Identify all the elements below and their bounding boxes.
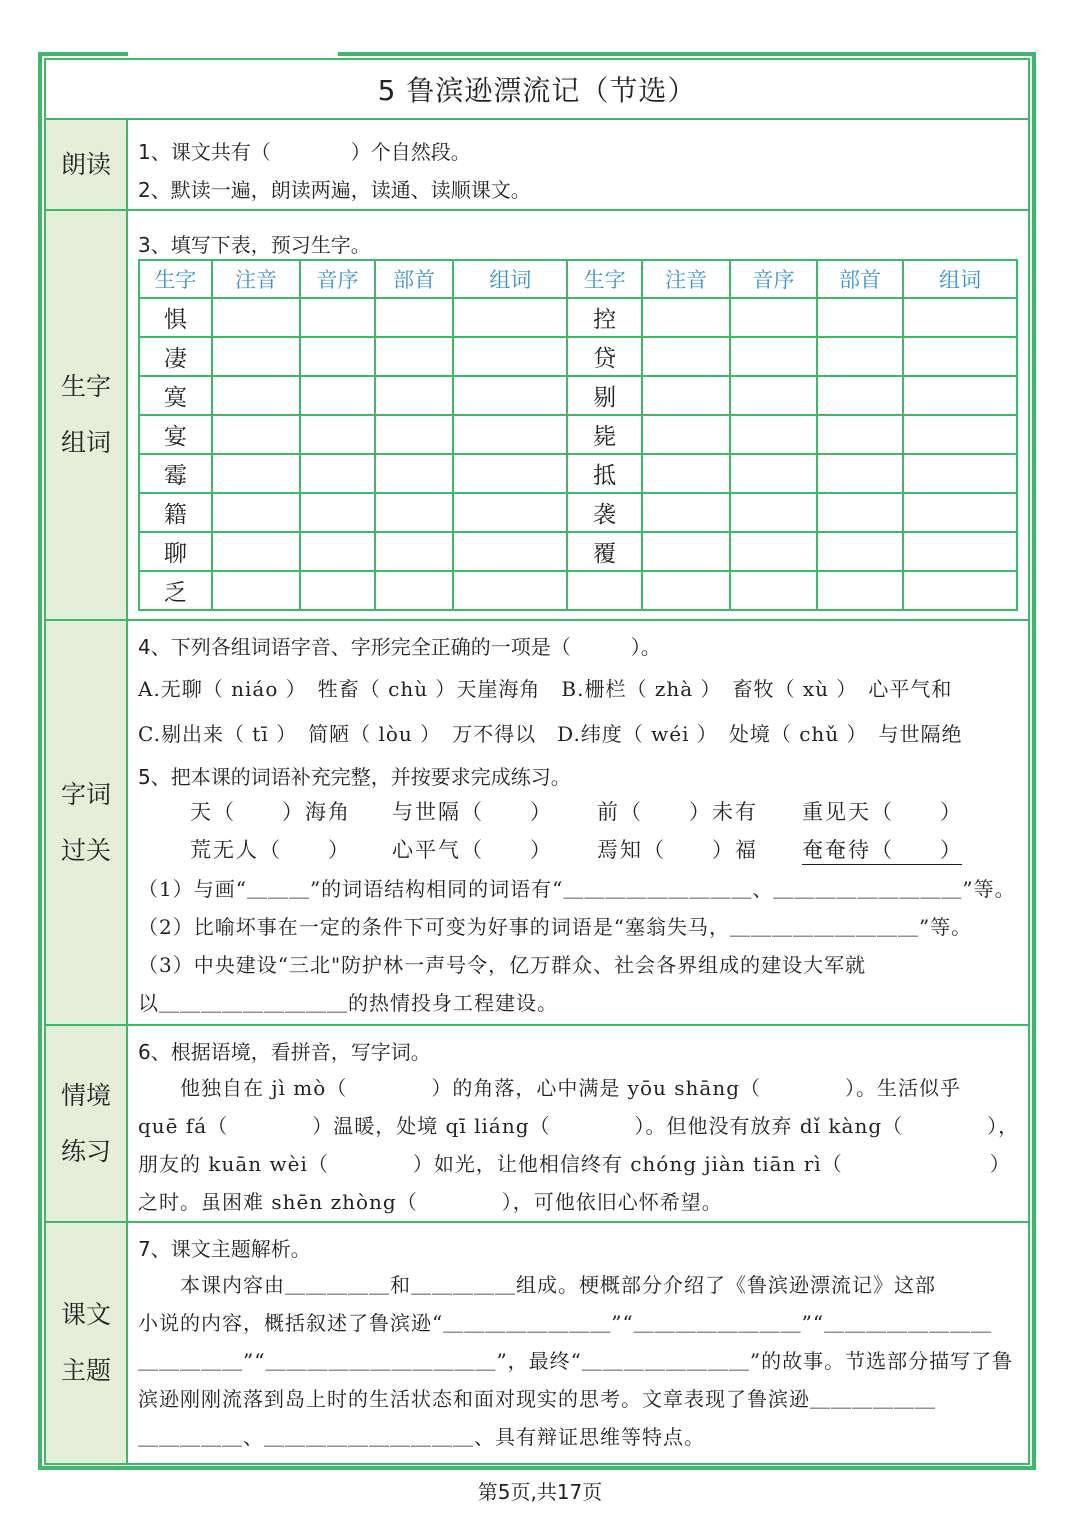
- answer-cell[interactable]: [212, 532, 300, 571]
- section-chars: [44, 211, 1030, 621]
- answer-cell[interactable]: [453, 571, 567, 610]
- answer-cell[interactable]: [903, 298, 1017, 337]
- underlined-word: 奄奄待（ ）: [802, 834, 962, 865]
- label-text: 组词: [60, 428, 111, 457]
- section-context: [44, 1026, 1030, 1223]
- answer-cell[interactable]: [730, 337, 816, 376]
- char-cell: 霉: [139, 454, 212, 493]
- answer-cell[interactable]: [730, 493, 816, 532]
- answer-cell[interactable]: [730, 532, 816, 571]
- answer-cell[interactable]: [817, 415, 903, 454]
- answer-cell[interactable]: [453, 376, 567, 415]
- answer-cell[interactable]: [300, 571, 375, 610]
- char-cell: 覆: [567, 532, 642, 571]
- answer-cell[interactable]: [453, 493, 567, 532]
- section-label: [46, 120, 128, 209]
- answer-cell[interactable]: [642, 571, 730, 610]
- answer-cell[interactable]: [817, 376, 903, 415]
- question-1: 1、课文共有（ ）个自然段。: [138, 140, 471, 164]
- answer-cell[interactable]: [212, 493, 300, 532]
- question-3: 3、填写下表，预习生字。: [138, 233, 371, 257]
- table-header: 注音: [642, 260, 730, 298]
- char-cell: 惧: [139, 298, 212, 337]
- answer-cell[interactable]: [453, 337, 567, 376]
- label-text: 课文: [60, 1300, 111, 1329]
- answer-cell[interactable]: [903, 493, 1017, 532]
- theme-line-1: 本课内容由＿＿＿＿＿和＿＿＿＿＿组成。梗概部分介绍了《鲁滨逊漂流记》这部: [138, 1273, 936, 1297]
- theme-line-3: ＿＿＿＿＿”“＿＿＿＿＿＿＿＿＿＿＿”，最终“＿＿＿＿＿＿＿＿”的故事。节选部分描写了鲁: [138, 1349, 1014, 1373]
- label-text: 主题: [60, 1356, 111, 1385]
- section-label: [46, 1026, 128, 1221]
- answer-cell[interactable]: [730, 571, 816, 610]
- section-reading: [44, 118, 1030, 211]
- option-cd: C.剔出来（ tī ） 简陋（ lòu ） 万不得以 D.纬度（ wéi ） 处境（ chǔ ） 与世隔绝: [138, 722, 963, 746]
- answer-cell[interactable]: [642, 493, 730, 532]
- section-theme: [44, 1223, 1030, 1465]
- answer-cell[interactable]: [817, 532, 903, 571]
- table-row: [139, 454, 1017, 493]
- answer-cell[interactable]: [212, 415, 300, 454]
- answer-cell[interactable]: [903, 337, 1017, 376]
- label-text: 过关: [60, 835, 111, 865]
- table-header: 部首: [375, 260, 454, 298]
- char-cell: [567, 571, 642, 610]
- table-row: [139, 532, 1017, 571]
- word-blank: 天（ ）海角: [190, 800, 351, 824]
- table-header: 生字: [139, 260, 212, 298]
- char-cell: 剔: [567, 376, 642, 415]
- answer-cell[interactable]: [453, 454, 567, 493]
- context-line-2: quē fá（ ）温暖，处境 qī liáng（ ）。但他没有放弃 dǐ kàng（ ），: [138, 1114, 1020, 1138]
- question-5: 5、把本课的词语补充完整，并按要求完成练习。: [138, 765, 571, 789]
- answer-cell[interactable]: [642, 532, 730, 571]
- table-header: 注音: [212, 260, 300, 298]
- label-text: 朗读: [60, 149, 111, 179]
- page-number: 第5页,共17页: [477, 1480, 603, 1504]
- answer-cell[interactable]: [375, 298, 454, 337]
- answer-cell[interactable]: [642, 298, 730, 337]
- answer-cell[interactable]: [375, 415, 454, 454]
- table-row: [139, 571, 1017, 610]
- answer-cell[interactable]: [453, 415, 567, 454]
- character-table: [138, 259, 1018, 611]
- answer-cell[interactable]: [300, 415, 375, 454]
- answer-cell[interactable]: [375, 532, 454, 571]
- word-row-2: [190, 834, 962, 865]
- frame-gap: [128, 50, 338, 58]
- table-header: 音序: [300, 260, 375, 298]
- char-cell: 寞: [139, 376, 212, 415]
- char-cell: 凄: [139, 337, 212, 376]
- theme-line-2: 小说的内容，概括叙述了鲁滨逊“＿＿＿＿＿＿＿＿”“＿＿＿＿＿＿＿＿”“＿＿＿＿＿＿＿＿: [138, 1311, 993, 1335]
- section-words: [44, 621, 1030, 1026]
- question-5-2: （2）比喻坏事在一定的条件下可变为好事的词语是“塞翁失马，＿＿＿＿＿＿＿＿＿”等。: [138, 915, 973, 939]
- table-header: 组词: [903, 260, 1017, 298]
- table-row: [139, 337, 1017, 376]
- char-cell: 控: [567, 298, 642, 337]
- label-text: 练习: [60, 1136, 111, 1166]
- char-cell: 宴: [139, 415, 212, 454]
- table-header: 音序: [730, 260, 816, 298]
- answer-cell[interactable]: [212, 337, 300, 376]
- answer-cell[interactable]: [903, 571, 1017, 610]
- word-blank: 与世隔（ ）: [392, 800, 553, 824]
- table-row: [139, 493, 1017, 532]
- context-line-4: 之时。虽困难 shēn zhòng（ ），可他依旧心怀希望。: [138, 1190, 723, 1214]
- char-cell: 聊: [139, 532, 212, 571]
- answer-cell[interactable]: [212, 454, 300, 493]
- answer-cell[interactable]: [730, 454, 816, 493]
- char-cell: 抵: [567, 454, 642, 493]
- answer-cell[interactable]: [300, 532, 375, 571]
- section-label: [46, 621, 128, 1024]
- answer-cell[interactable]: [903, 532, 1017, 571]
- table-row: [139, 298, 1017, 337]
- answer-cell[interactable]: [375, 337, 454, 376]
- label-text: 情境: [60, 1080, 111, 1110]
- answer-cell[interactable]: [212, 571, 300, 610]
- answer-cell[interactable]: [642, 454, 730, 493]
- answer-cell[interactable]: [453, 298, 567, 337]
- answer-cell[interactable]: [730, 415, 816, 454]
- answer-cell[interactable]: [300, 337, 375, 376]
- answer-cell[interactable]: [642, 376, 730, 415]
- table-row: [139, 376, 1017, 415]
- answer-cell[interactable]: [300, 454, 375, 493]
- char-cell: 籍: [139, 493, 212, 532]
- question-5-3-cont: 以＿＿＿＿＿＿＿＿＿的热情投身工程建设。: [138, 991, 558, 1015]
- word-row-1: [190, 796, 962, 826]
- char-cell: 毙: [567, 415, 642, 454]
- question-6: 6、根据语境，看拼音，写字词。: [138, 1040, 431, 1064]
- question-5-1: （1）与画“＿＿＿”的词语结构相同的词语有“＿＿＿＿＿＿＿＿＿、＿＿＿＿＿＿＿＿＿”等。: [138, 877, 1016, 901]
- answer-cell[interactable]: [817, 493, 903, 532]
- table-header: 部首: [817, 260, 903, 298]
- char-cell: 贷: [567, 337, 642, 376]
- answer-cell[interactable]: [903, 415, 1017, 454]
- answer-cell[interactable]: [375, 454, 454, 493]
- answer-cell[interactable]: [300, 376, 375, 415]
- table-row: [139, 415, 1017, 454]
- word-blank: 荒无人（ ）: [190, 838, 351, 862]
- label-text: 字词: [60, 779, 111, 809]
- answer-cell[interactable]: [300, 493, 375, 532]
- answer-cell[interactable]: [212, 298, 300, 337]
- word-blank: 重见天（ ）: [802, 800, 963, 824]
- char-cell: 袭: [567, 493, 642, 532]
- answer-cell[interactable]: [817, 337, 903, 376]
- option-ab: A.无聊（ niáo ） 牲畜（ chù ）天崖海角 B.栅栏（ zhà ） 畜牧（ xù ） 心平气和: [138, 677, 953, 701]
- answer-cell[interactable]: [453, 532, 567, 571]
- word-blank: 心平气（ ）: [392, 838, 553, 862]
- answer-cell[interactable]: [730, 376, 816, 415]
- question-2: 2、默读一遍，朗读两遍，读通、读顺课文。: [138, 178, 531, 202]
- char-cell: 乏: [139, 571, 212, 610]
- label-text: 生字: [60, 372, 111, 401]
- answer-cell[interactable]: [730, 298, 816, 337]
- answer-cell[interactable]: [375, 571, 454, 610]
- theme-line-5: ＿＿＿＿＿、＿＿＿＿＿＿＿＿＿＿、具有辩证思维等特点。: [138, 1425, 705, 1449]
- answer-cell[interactable]: [642, 337, 730, 376]
- worksheet-title: 5 鲁滨逊漂流记（节选）: [44, 58, 1030, 118]
- section-label: [46, 1223, 128, 1463]
- answer-cell[interactable]: [375, 493, 454, 532]
- question-7: 7、课文主题解析。: [138, 1237, 311, 1261]
- answer-cell[interactable]: [817, 571, 903, 610]
- answer-cell[interactable]: [375, 376, 454, 415]
- answer-cell[interactable]: [817, 454, 903, 493]
- word-blank: 前（ ）未有: [597, 800, 758, 824]
- context-line-1: 他独自在 jì mò（ ）的角落，心中满是 yōu shāng（ ）。生活似乎: [138, 1076, 962, 1100]
- question-5-3: （3）中央建设“三北"防护林一声号令，亿万群众、社会各界组成的建设大军就: [138, 953, 867, 977]
- table-header: 生字: [567, 260, 642, 298]
- answer-cell[interactable]: [300, 298, 375, 337]
- answer-cell[interactable]: [903, 454, 1017, 493]
- answer-cell[interactable]: [817, 298, 903, 337]
- answer-cell[interactable]: [642, 415, 730, 454]
- theme-line-4: 滨逊刚刚流落到岛上时的生活状态和面对现实的思考。文章表现了鲁滨逊＿＿＿＿＿＿: [138, 1387, 936, 1411]
- answer-cell[interactable]: [903, 376, 1017, 415]
- context-line-3: 朋友的 kuān wèi（ ）如光，让他相信终有 chóng jiàn tiān rì（ ）: [138, 1152, 1011, 1176]
- table-header: 组词: [453, 260, 567, 298]
- word-blank: 焉知（ ）福: [597, 838, 758, 862]
- section-label: [46, 211, 128, 619]
- question-4: 4、下列各组词语字音、字形完全正确的一项是（ ）。: [138, 635, 661, 659]
- answer-cell[interactable]: [212, 376, 300, 415]
